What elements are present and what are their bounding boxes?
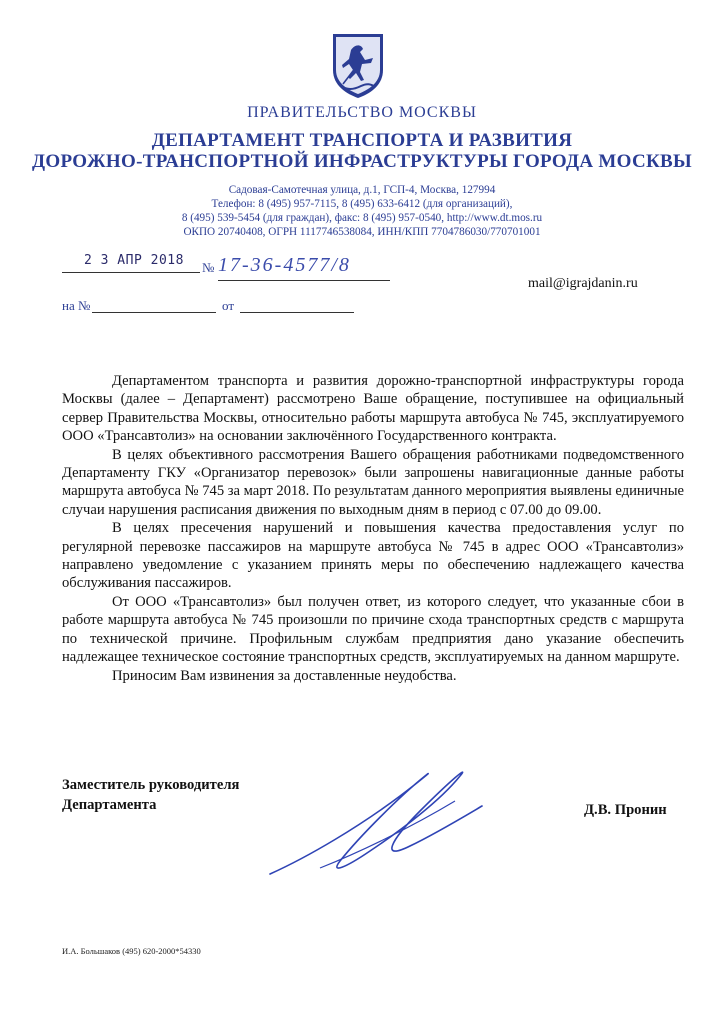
contact-codes: ОКПО 20740408, ОГРН 1117746538084, ИНН/КПП 7704786030/770701001 bbox=[183, 226, 541, 238]
body-paragraph: В целях пресечения нарушений и повышения качества предоставления услуг по регулярной перевозке пассажиров на маршруте автобуса № 745 в адрес ООО «Трансавтолиз» направлено уведомление с указанием принять меры по обеспечению надлежащего качества обслуживания пассажиров. bbox=[62, 520, 684, 592]
moscow-coat-of-arms-icon bbox=[329, 30, 387, 100]
registration-date-stamp: 2 3 АПР 2018 bbox=[84, 253, 184, 268]
from-label: от bbox=[222, 298, 235, 313]
body-paragraph: Департаментом транспорта и развития дорожно-транспортной инфраструктуры города Москвы (далее – Департамент) рассмотрено Ваше обращение, поступившее на официальный сервер Правительства Москвы, относительно работы маршрута автобуса № 745, эксплуатируемого ООО «Трансавтолиз» на основании заключённого Государственного контракта. bbox=[62, 373, 684, 445]
department-title-line2: ДОРОЖНО-ТРАНСПОРТНОЙ ИНФРАСТРУКТУРЫ ГОРОДА МОСКВЫ bbox=[32, 151, 692, 172]
number-underline bbox=[218, 280, 390, 281]
contact-phones: Телефон: 8 (495) 957-7115, 8 (495) 633-6412 (для организаций), bbox=[211, 198, 513, 210]
contact-phones-fax: 8 (495) 539-5454 (для граждан), факс: 8 (495) 957-0540, http://www.dt.mos.ru bbox=[181, 212, 543, 224]
body-paragraph: От ООО «Трансавтолиз» был получен ответ, из которого следует, что указанные сбои в работе маршрута автобуса № 745 произошли по причине схода транспортных средств с маршрута по технической причине. Профильным службам предприятия дано указание обеспечить надлежащее техническое состояние транспортных средств, эксплуатируемых на данном маршруте. bbox=[62, 593, 684, 666]
body-paragraph: Приносим Вам извинения за доставленные неудобства. bbox=[112, 667, 457, 684]
letter-body bbox=[62, 372, 684, 685]
registration-number: 17-36-4577/8 bbox=[218, 254, 351, 276]
recipient-email: mail@igrajdanin.ru bbox=[528, 276, 638, 291]
signer-position-line1: Заместитель руководителя bbox=[62, 777, 240, 793]
department-title-line1: ДЕПАРТАМЕНТ ТРАНСПОРТА И РАЗВИТИЯ bbox=[151, 130, 573, 151]
reply-to-label: на № bbox=[62, 298, 91, 313]
number-label: № bbox=[202, 260, 215, 275]
signer-name: Д.В. Пронин bbox=[584, 802, 667, 818]
signer-position-line2: Департамента bbox=[62, 797, 157, 813]
date-underline bbox=[62, 272, 200, 273]
body-paragraph: В целях объективного рассмотрения Вашего обращения работниками подведомственного Департаменту ГКУ «Организатор перевозок» были запрошены навигационные данные работы маршрута автобуса № 745 за март 2018. По результатам данного мероприятия выявлены единичные случаи нарушения расписания движения по выходным дням в период с 07.00 до 09.00. bbox=[62, 446, 684, 518]
contact-address: Садовая-Самотечная улица, д.1, ГСП-4, Москва, 127994 bbox=[228, 184, 496, 196]
signer-position bbox=[62, 775, 239, 815]
from-underline bbox=[240, 312, 354, 313]
executor-info: И.А. Большаков (495) 620-2000*54330 bbox=[62, 946, 201, 956]
reply-to-underline bbox=[92, 312, 216, 313]
government-title: ПРАВИТЕЛЬСТВО МОСКВЫ bbox=[247, 104, 477, 121]
handwritten-signature-icon bbox=[250, 756, 490, 886]
